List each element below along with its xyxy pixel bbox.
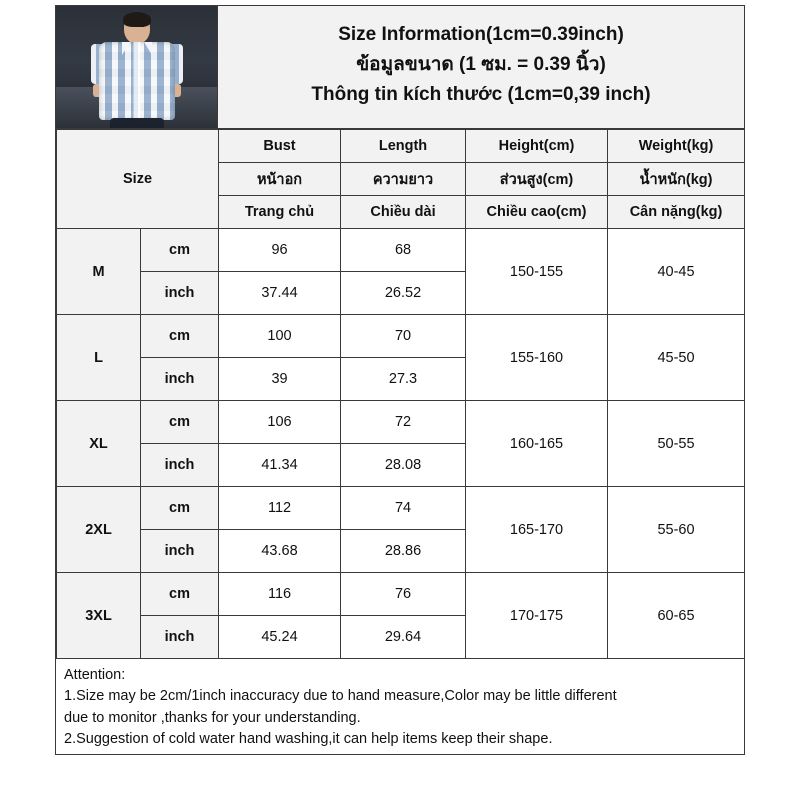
xl-height: 160-165 bbox=[466, 401, 608, 487]
3xl-length-cm: 76 bbox=[341, 573, 466, 616]
header-height-en: Height(cm) bbox=[466, 130, 608, 163]
l-weight: 45-50 bbox=[608, 315, 745, 401]
header-bust-en: Bust bbox=[219, 130, 341, 163]
l-length-cm: 70 bbox=[341, 315, 466, 358]
shirt-placket bbox=[133, 42, 140, 120]
title-block bbox=[218, 6, 744, 128]
row-size-m: M bbox=[57, 229, 141, 315]
header-weight-en: Weight(kg) bbox=[608, 130, 745, 163]
row-size-3xl: 3XL bbox=[57, 573, 141, 659]
2xl-weight: 55-60 bbox=[608, 487, 745, 573]
xl-length-inch: 28.08 bbox=[341, 444, 466, 487]
table-row bbox=[57, 573, 745, 616]
attention-line-1b: due to monitor ,thanks for your understanding. bbox=[64, 710, 361, 726]
header-band bbox=[56, 6, 744, 129]
unit-cm: cm bbox=[141, 229, 219, 272]
attention-line-2: 2.Suggestion of cold water hand washing,it can help items keep their shape. bbox=[64, 731, 553, 747]
3xl-bust-inch: 45.24 bbox=[219, 616, 341, 659]
shirt-collar-left bbox=[122, 42, 130, 55]
header-height-th: ส่วนสูง(cm) bbox=[466, 163, 608, 196]
m-length-inch: 26.52 bbox=[341, 272, 466, 315]
header-weight-vi: Cân nặng(kg) bbox=[608, 196, 745, 229]
unit-inch: inch bbox=[141, 530, 219, 573]
header-bust-th: หน้าอก bbox=[219, 163, 341, 196]
model-figure bbox=[89, 14, 185, 128]
3xl-height: 170-175 bbox=[466, 573, 608, 659]
3xl-length-inch: 29.64 bbox=[341, 616, 466, 659]
2xl-height: 165-170 bbox=[466, 487, 608, 573]
2xl-bust-cm: 112 bbox=[219, 487, 341, 530]
table-body bbox=[57, 229, 745, 659]
table-row bbox=[57, 401, 745, 444]
unit-inch: inch bbox=[141, 272, 219, 315]
unit-cm: cm bbox=[141, 401, 219, 444]
header-height-vi: Chiều cao(cm) bbox=[466, 196, 608, 229]
title-line-th: ข้อมูลขนาด (1 ซม. = 0.39 นิ้ว) bbox=[356, 54, 606, 75]
model-trousers bbox=[110, 118, 164, 128]
header-length-en: Length bbox=[341, 130, 466, 163]
row-size-2xl: 2XL bbox=[57, 487, 141, 573]
m-bust-inch: 37.44 bbox=[219, 272, 341, 315]
title-line-vi: Thông tin kích thước (1cm=0,39 inch) bbox=[311, 84, 651, 105]
2xl-length-cm: 74 bbox=[341, 487, 466, 530]
header-row-en bbox=[57, 130, 745, 163]
m-length-cm: 68 bbox=[341, 229, 466, 272]
attention-block bbox=[56, 659, 744, 754]
xl-weight: 50-55 bbox=[608, 401, 745, 487]
shirt-collar-right bbox=[144, 42, 152, 55]
l-bust-inch: 39 bbox=[219, 358, 341, 401]
size-chart-frame bbox=[55, 5, 745, 755]
table-row bbox=[57, 229, 745, 272]
l-length-inch: 27.3 bbox=[341, 358, 466, 401]
table-row bbox=[57, 487, 745, 530]
product-photo bbox=[56, 6, 218, 128]
m-bust-cm: 96 bbox=[219, 229, 341, 272]
2xl-length-inch: 28.86 bbox=[341, 530, 466, 573]
unit-inch: inch bbox=[141, 358, 219, 401]
attention-heading: Attention: bbox=[64, 667, 126, 683]
unit-cm: cm bbox=[141, 487, 219, 530]
m-height: 150-155 bbox=[466, 229, 608, 315]
title-line-en: Size Information(1cm=0.39inch) bbox=[338, 24, 624, 45]
unit-cm: cm bbox=[141, 315, 219, 358]
3xl-bust-cm: 116 bbox=[219, 573, 341, 616]
size-table bbox=[56, 129, 745, 659]
header-weight-th: น้ำหนัก(kg) bbox=[608, 163, 745, 196]
row-size-xl: XL bbox=[57, 401, 141, 487]
header-length-vi: Chiều dài bbox=[341, 196, 466, 229]
model-hair bbox=[123, 12, 151, 27]
xl-length-cm: 72 bbox=[341, 401, 466, 444]
unit-inch: inch bbox=[141, 616, 219, 659]
l-height: 155-160 bbox=[466, 315, 608, 401]
row-size-l: L bbox=[57, 315, 141, 401]
unit-cm: cm bbox=[141, 573, 219, 616]
unit-inch: inch bbox=[141, 444, 219, 487]
l-bust-cm: 100 bbox=[219, 315, 341, 358]
attention-line-1: 1.Size may be 2cm/1inch inaccuracy due to hand measure,Color may be little different bbox=[64, 688, 617, 704]
header-size-label: Size bbox=[57, 130, 219, 229]
3xl-weight: 60-65 bbox=[608, 573, 745, 659]
xl-bust-inch: 41.34 bbox=[219, 444, 341, 487]
xl-bust-cm: 106 bbox=[219, 401, 341, 444]
table-row bbox=[57, 315, 745, 358]
2xl-bust-inch: 43.68 bbox=[219, 530, 341, 573]
header-bust-vi: Trang chủ bbox=[219, 196, 341, 229]
plaid-shirt bbox=[99, 42, 175, 120]
table-header bbox=[57, 130, 745, 229]
header-length-th: ความยาว bbox=[341, 163, 466, 196]
m-weight: 40-45 bbox=[608, 229, 745, 315]
